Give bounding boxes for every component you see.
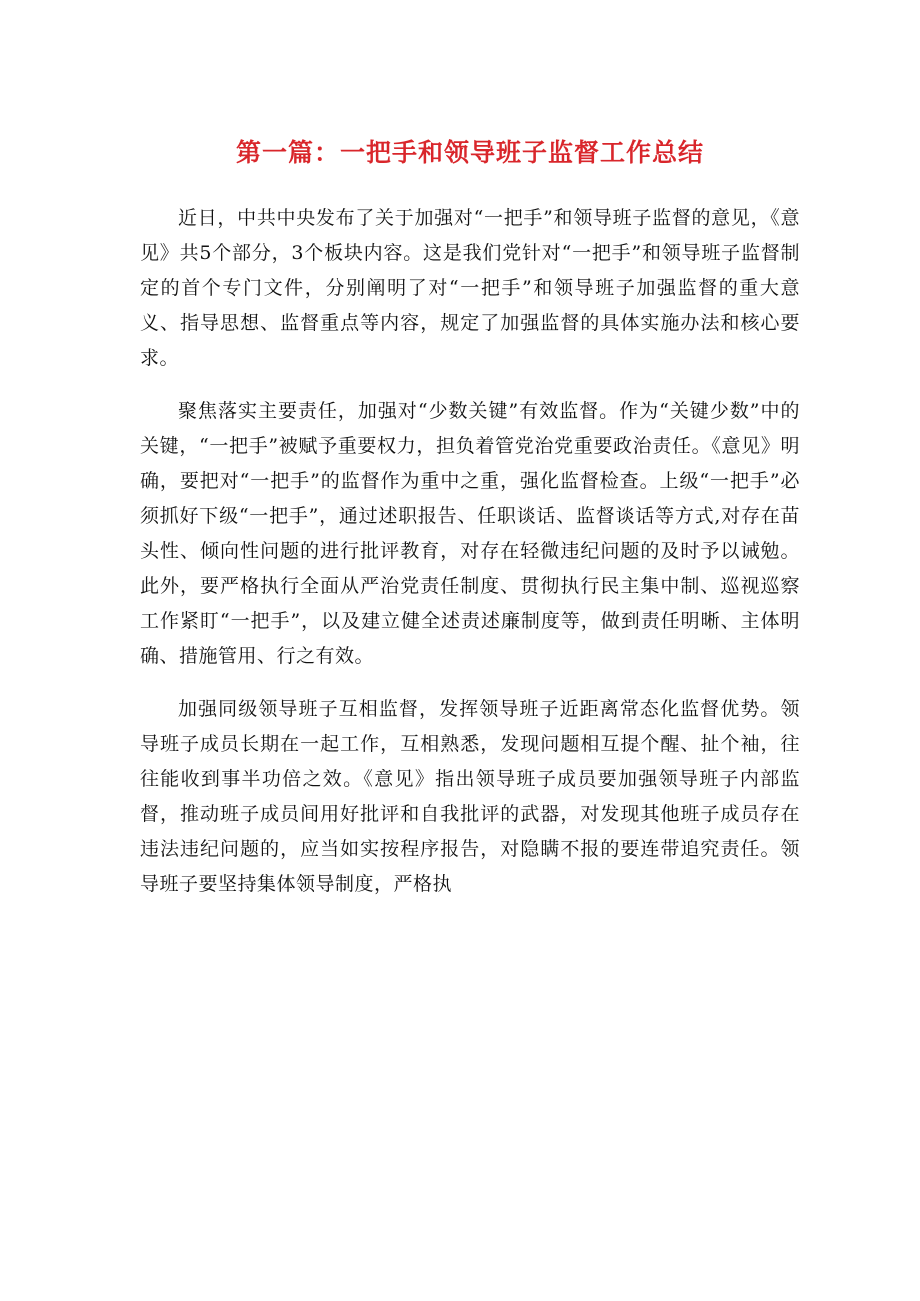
paragraph-1: 近日，中共中央发布了关于加强对“一把手”和领导班子监督的意见，《意见》共5个部分，3个板块内容。这是我们党针对“一把手”和领导班子监督制定的首个专门文件，分别阐明了对“一把手”和领导班子加强监督的重大意义、指导思想、监督重点等内容，规定了加强监督的具体实施办法和核心要求。	[140, 207, 800, 369]
document-title: 第一篇：一把手和领导班子监督工作总结	[235, 138, 704, 167]
paragraph-3: 加强同级领导班子互相监督，发挥领导班子近距离常态化监督优势。领导班子成员长期在一起工作，互相熟悉，发现问题相互提个醒、扯个袖，往往能收到事半功倍之效。《意见》指出领导班子成员要加强领导班子内部监督，推动班子成员间用好批评和自我批评的武器，对发现其他班子成员存在违法违纪问题的，应当如实按程序报告，对隐瞒不报的要连带追究责任。领导班子要坚持集体领导制度，严格执	[140, 698, 800, 895]
paragraph-2: 聚焦落实主要责任，加强对“少数关键”有效监督。作为“关键少数”中的关键，“一把手”被赋予重要权力，担负着管党治党重要政治责任。《意见》明确，要把对“一把手”的监督作为重中之重，强化监督检查。上级“一把手”必须抓好下级“一把手”，通过述职报告、任职谈话、监督谈话等方式,对存在苗头性、倾向性问题的进行批评教育，对存在轻微违纪问题的及时予以诫勉。此外，要严格执行全面从严治党责任制度、贯彻执行民主集中制、巡视巡察工作紧盯“一把手”，以及建立健全述责述廉制度等，做到责任明晰、主体明确、措施管用、行之有效。	[140, 400, 800, 667]
